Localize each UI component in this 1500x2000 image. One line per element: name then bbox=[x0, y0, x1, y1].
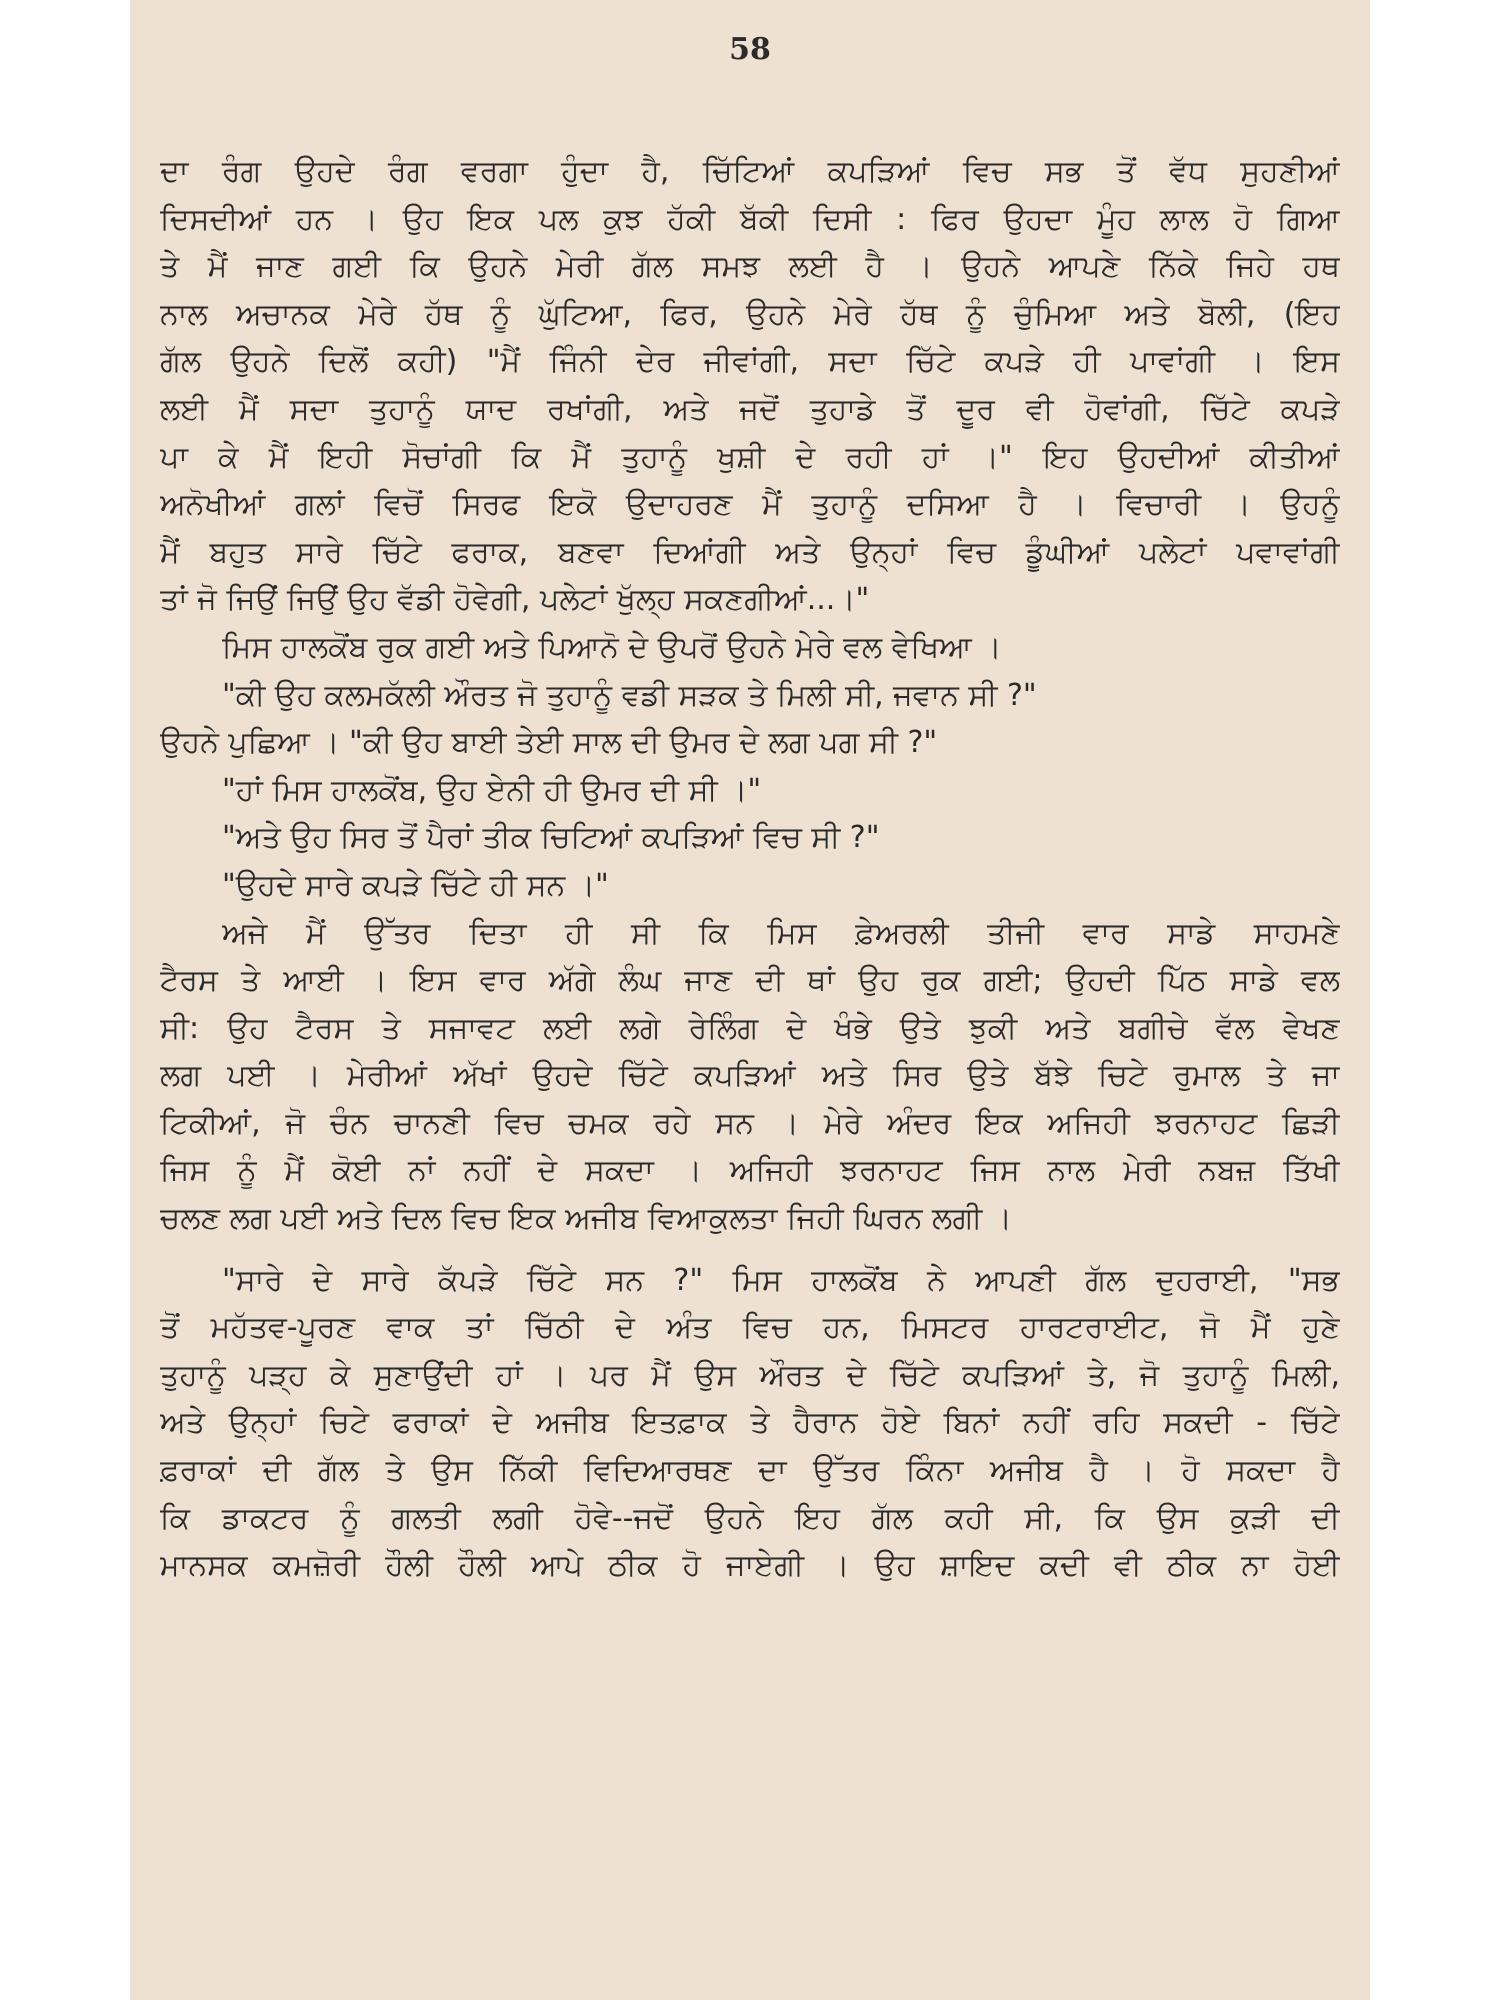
text-line: ਉਹਨੇ ਪੁਛਿਆ । "ਕੀ ਉਹ ਬਾਈ ਤੇਈ ਸਾਲ ਦੀ ਉਮਰ ਦੇ ਲਗ ਪਗ ਸੀ ?" bbox=[160, 725, 938, 761]
text-line: ਜਿਸ ਨੂੰ ਮੈਂ ਕੋਈ ਨਾਂ ਨਹੀਂ ਦੇ ਸਕਦਾ । ਅਜਿਹੀ ਝਰਨਾਹਟ ਜਿਸ ਨਾਲ ਮੇਰੀ ਨਬਜ਼ ਤਿੱਖੀ bbox=[160, 1153, 1340, 1189]
text-line: ਨਾਲ ਅਚਾਨਕ ਮੇਰੇ ਹੱਥ ਨੂੰ ਘੁੱਟਿਆ, ਫਿਰ, ਉਹਨੇ ਮੇਰੇ ਹੱਥ ਨੂੰ ਚੁੰਮਿਆ ਅਤੇ ਬੋਲੀ, (ਇਹ bbox=[160, 296, 1340, 332]
text-line: ਮਾਨਸਕ ਕਮਜ਼ੋਰੀ ਹੌਲੀ ਹੌਲੀ ਆਪੇ ਠੀਕ ਹੋ ਜਾਏਗੀ । ਉਹ ਸ਼ਾਇਦ ਕਦੀ ਵੀ ਠੀਕ ਨਾ ਹੋਈ bbox=[160, 1548, 1340, 1584]
text-line: ਪਾ ਕੇ ਮੈਂ ਇਹੀ ਸੋਚਾਂਗੀ ਕਿ ਮੈਂ ਤੁਹਾਨੂੰ ਖੁਸ਼ੀ ਦੇ ਰਹੀ ਹਾਂ ।" ਇਹ ਉਹਦੀਆਂ ਕੀਤੀਆਂ bbox=[160, 439, 1340, 475]
text-line: "ਉਹਦੇ ਸਾਰੇ ਕਪੜੇ ਚਿੱਟੇ ਹੀ ਸਨ ।" bbox=[222, 867, 609, 903]
text-line: ਦਾ ਰੰਗ ਉਹਦੇ ਰੰਗ ਵਰਗਾ ਹੁੰਦਾ ਹੈ, ਚਿੱਟਿਆਂ ਕਪੜਿਆਂ ਵਿਚ ਸਭ ਤੋਂ ਵੱਧ ਸੁਹਣੀਆਂ bbox=[160, 154, 1340, 189]
text-line: ਤੋਂ ਮਹੱਤਵ-ਪੂਰਣ ਵਾਕ ਤਾਂ ਚਿੱਠੀ ਦੇ ਅੰਤ ਵਿਚ ਹਨ, ਮਿਸਟਰ ਹਾਰਟਰਾਈਟ, ਜੋ ਮੈਂ ਹੁਣੇ bbox=[160, 1310, 1340, 1346]
text-line: ਮਿਸ ਹਾਲਕੋਂਬ ਰੁਕ ਗਈ ਅਤੇ ਪਿਆਨੋ ਦੇ ਉਪਰੋਂ ਉਹਨੇ ਮੇਰੇ ਵਲ ਵੇਖਿਆ । bbox=[222, 629, 1002, 665]
text-line: "ਕੀ ਉਹ ਕਲਮਕੱਲੀ ਔਰਤ ਜੋ ਤੁਹਾਨੂੰ ਵਡੀ ਸੜਕ ਤੇ ਮਿਲੀ ਸੀ, ਜਵਾਨ ਸੀ ?" bbox=[222, 677, 1037, 713]
text-line: "ਹਾਂ ਮਿਸ ਹਾਲਕੋਂਬ, ਉਹ ਏਨੀ ਹੀ ਉਮਰ ਦੀ ਸੀ ।" bbox=[222, 772, 762, 808]
text-line: ਅਨੋਖੀਆਂ ਗਲਾਂ ਵਿਚੋਂ ਸਿਰਫ ਇਕੋ ਉਦਾਹਰਣ ਮੈਂ ਤੁਹਾਨੂੰ ਦਸਿਆ ਹੈ । ਵਿਚਾਰੀ । ਉਹਨੂੰ bbox=[160, 487, 1340, 523]
text-line: ਚਲਣ ਲਗ ਪਈ ਅਤੇ ਦਿਲ ਵਿਚ ਇਕ ਅਜੀਬ ਵਿਆਕੁਲਤਾ ਜਿਹੀ ਘਿਰਨ ਲਗੀ । bbox=[160, 1201, 1012, 1237]
text-line: ਤਾਂ ਜੋ ਜਿਉਂ ਜਿਉਂ ਉਹ ਵੱਡੀ ਹੋਵੇਗੀ, ਪਲੇਟਾਂ ਖੁੱਲ੍ਹ ਸਕਣਗੀਆਂ...।" bbox=[160, 582, 870, 618]
book-page bbox=[130, 0, 1370, 2000]
text-line: ਸੀ: ਉਹ ਟੈਰਸ ਤੇ ਸਜਾਵਟ ਲਈ ਲਗੇ ਰੇਲਿੰਗ ਦੇ ਖੰਭੇ ਉਤੇ ਝੁਕੀ ਅਤੇ ਬਗੀਚੇ ਵੱਲ ਵੇਖਣ bbox=[160, 1010, 1340, 1046]
text-line: ਤੇ ਮੈਂ ਜਾਣ ਗਈ ਕਿ ਉਹਨੇ ਮੇਰੀ ਗੱਲ ਸਮਝ ਲਈ ਹੈ । ਉਹਨੇ ਆਪਣੇ ਨਿੱਕੇ ਜਿਹੇ ਹਥ bbox=[160, 249, 1340, 285]
text-line: ਅਤੇ ਉਨ੍ਹਾਂ ਚਿਟੇ ਫਰਾਕਾਂ ਦੇ ਅਜੀਬ ਇਤਫ਼ਾਕ ਤੇ ਹੈਰਾਨ ਹੋਏ ਬਿਨਾਂ ਨਹੀਂ ਰਹਿ ਸਕਦੀ - ਚਿੱਟੇ bbox=[160, 1405, 1340, 1441]
text-line: ਅਜੇ ਮੈਂ ਉੱਤਰ ਦਿਤਾ ਹੀ ਸੀ ਕਿ ਮਿਸ ਫ਼ੇਅਰਲੀ ਤੀਜੀ ਵਾਰ ਸਾਡੇ ਸਾਹਮਣੇ bbox=[222, 915, 1340, 951]
text-line: ਫ਼ਰਾਕਾਂ ਦੀ ਗੱਲ ਤੇ ਉਸ ਨਿੱਕੀ ਵਿਦਿਆਰਥਣ ਦਾ ਉੱਤਰ ਕਿੰਨਾ ਅਜੀਬ ਹੈ । ਹੋ ਸਕਦਾ ਹੈ bbox=[160, 1453, 1340, 1489]
text-line: ਟੈਰਸ ਤੇ ਆਈ । ਇਸ ਵਾਰ ਅੱਗੇ ਲੰਘ ਜਾਣ ਦੀ ਥਾਂ ਉਹ ਰੁਕ ਗਈ; ਉਹਦੀ ਪਿੱਠ ਸਾਡੇ ਵਲ bbox=[160, 963, 1340, 999]
text-line: ਗੱਲ ਉਹਨੇ ਦਿਲੋਂ ਕਹੀ) "ਮੈਂ ਜਿੰਨੀ ਦੇਰ ਜੀਵਾਂਗੀ, ਸਦਾ ਚਿੱਟੇ ਕਪੜੇ ਹੀ ਪਾਵਾਂਗੀ । ਇਸ bbox=[160, 344, 1340, 380]
text-line: "ਅਤੇ ਉਹ ਸਿਰ ਤੋਂ ਪੈਰਾਂ ਤੀਕ ਚਿਟਿਆਂ ਕਪੜਿਆਂ ਵਿਚ ਸੀ ?" bbox=[222, 820, 880, 856]
text-line: "ਸਾਰੇ ਦੇ ਸਾਰੇ ਕੱਪੜੇ ਚਿੱਟੇ ਸਨ ?" ਮਿਸ ਹਾਲਕੋਂਬ ਨੇ ਆਪਣੀ ਗੱਲ ਦੁਹਰਾਈ, "ਸਭ bbox=[222, 1262, 1340, 1298]
text-line: ਟਿਕੀਆਂ, ਜੋ ਚੰਨ ਚਾਨਣੀ ਵਿਚ ਚਮਕ ਰਹੇ ਸਨ । ਮੇਰੇ ਅੰਦਰ ਇਕ ਅਜਿਹੀ ਝਰਨਾਹਟ ਛਿੜੀ bbox=[160, 1105, 1340, 1141]
body-text bbox=[130, 148, 1370, 1590]
text-line: ਦਿਸਦੀਆਂ ਹਨ । ਉਹ ਇਕ ਪਲ ਕੁਝ ਹੱਕੀ ਬੱਕੀ ਦਿਸੀ : ਫਿਰ ਉਹਦਾ ਮੂੰਹ ਲਾਲ ਹੋ ਗਿਆ bbox=[160, 201, 1340, 237]
text-line: ਤੁਹਾਨੂੰ ਪੜ੍ਹ ਕੇ ਸੁਣਾਉਂਦੀ ਹਾਂ । ਪਰ ਮੈਂ ਉਸ ਔਰਤ ਦੇ ਚਿੱਟੇ ਕਪੜਿਆਂ ਤੇ, ਜੋ ਤੁਹਾਨੂੰ ਮਿਲੀ, bbox=[160, 1357, 1340, 1393]
text-line: ਮੈਂ ਬਹੁਤ ਸਾਰੇ ਚਿੱਟੇ ਫਰਾਕ, ਬਣਵਾ ਦਿਆਂਗੀ ਅਤੇ ਉਨ੍ਹਾਂ ਵਿਚ ਡੂੰਘੀਆਂ ਪਲੇਟਾਂ ਪਵਾਵਾਂਗੀ bbox=[160, 534, 1340, 570]
text-line: ਕਿ ਡਾਕਟਰ ਨੂੰ ਗਲਤੀ ਲਗੀ ਹੋਵੇ--ਜਦੋਂ ਉਹਨੇ ਇਹ ਗੱਲ ਕਹੀ ਸੀ, ਕਿ ਉਸ ਕੁੜੀ ਦੀ bbox=[160, 1500, 1340, 1536]
page-number: 58 bbox=[729, 32, 771, 67]
text-line: ਲਗ ਪਈ । ਮੇਰੀਆਂ ਅੱਖਾਂ ਉਹਦੇ ਚਿੱਟੇ ਕਪੜਿਆਂ ਅਤੇ ਸਿਰ ਉਤੇ ਬੱਝੇ ਚਿਟੇ ਰੁਮਾਲ ਤੇ ਜਾ bbox=[160, 1058, 1340, 1094]
text-line: ਲਈ ਮੈਂ ਸਦਾ ਤੁਹਾਨੂੰ ਯਾਦ ਰਖਾਂਗੀ, ਅਤੇ ਜਦੋਂ ਤੁਹਾਡੇ ਤੋਂ ਦੂਰ ਵੀ ਹੋਵਾਂਗੀ, ਚਿੱਟੇ ਕਪੜੇ bbox=[160, 391, 1340, 427]
